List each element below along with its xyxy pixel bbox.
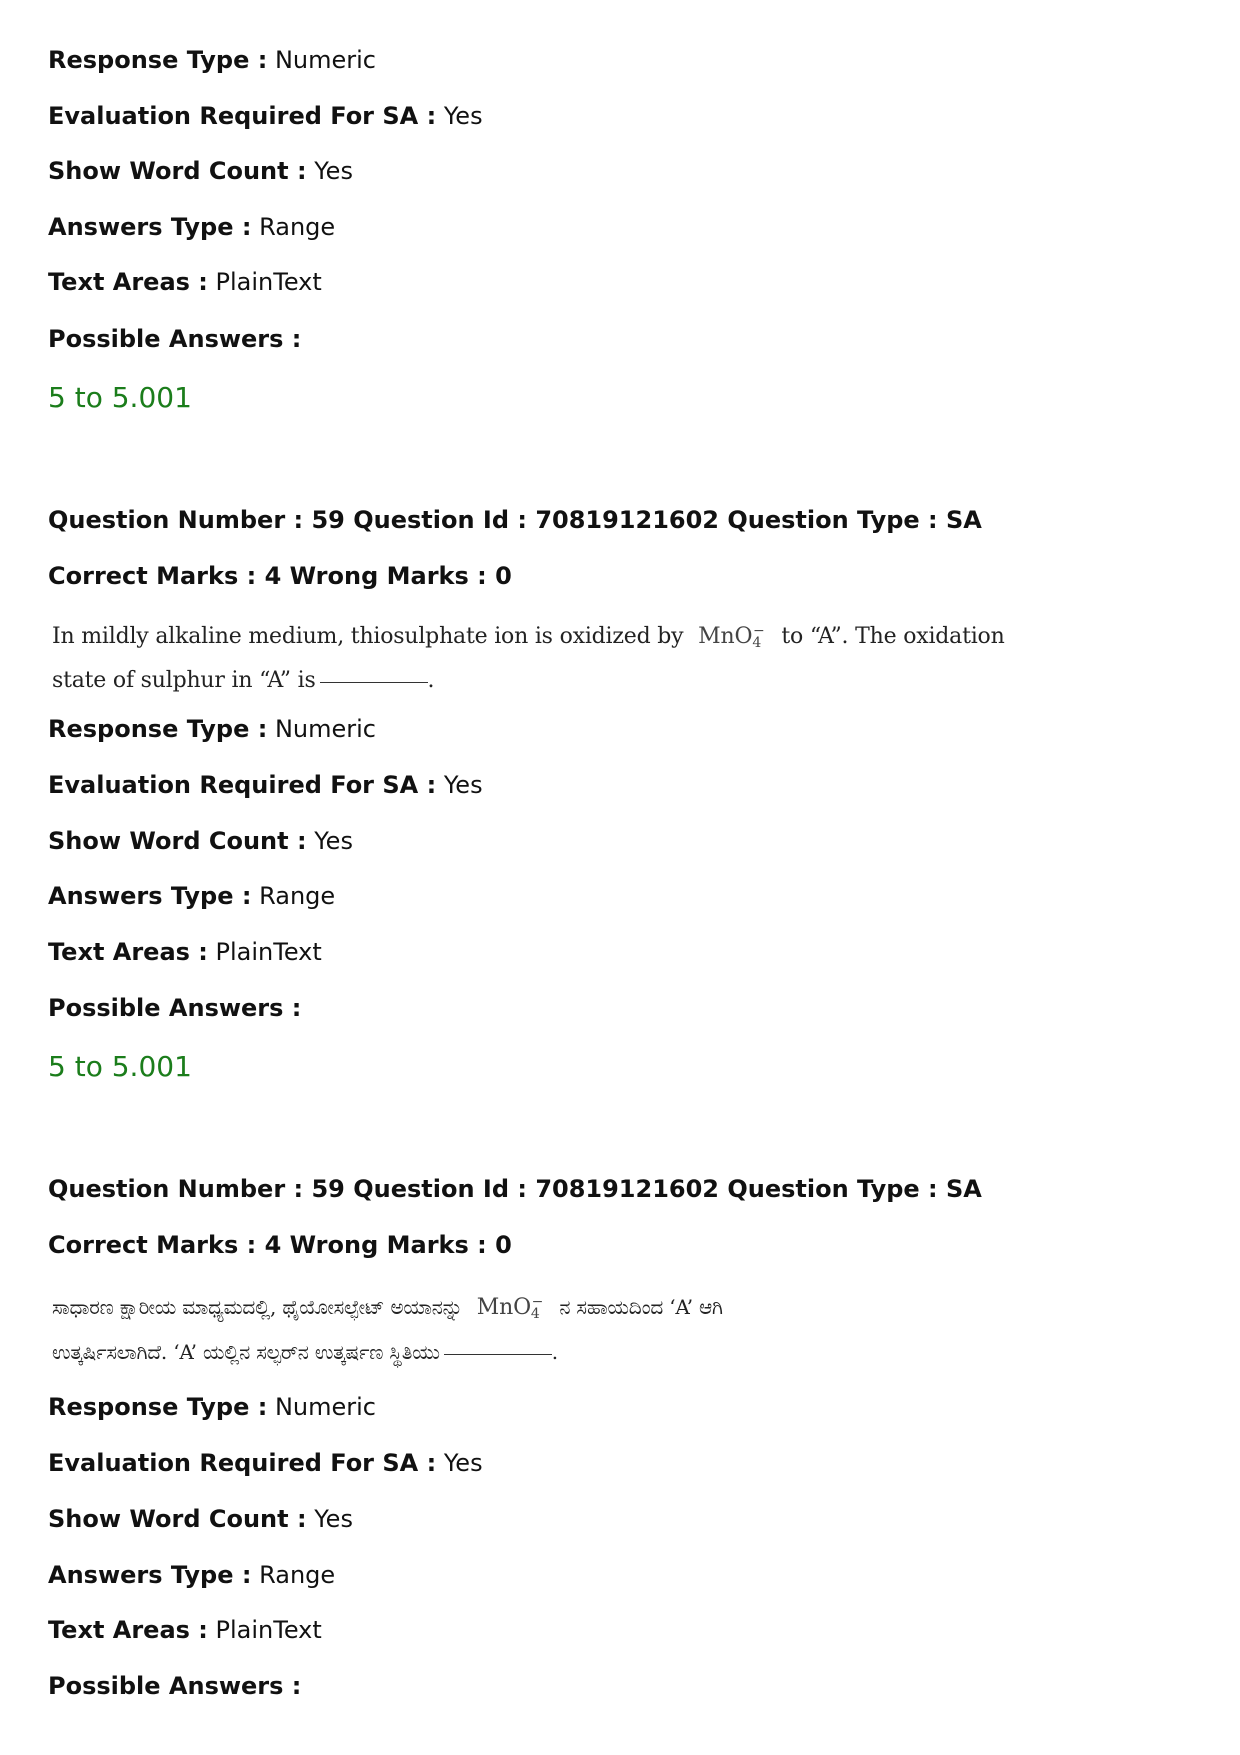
evaluation-required-label: Evaluation Required For SA :	[48, 102, 437, 130]
possible-answers-label: Possible Answers :	[48, 325, 302, 353]
show-word-count-label: Show Word Count :	[48, 827, 307, 855]
evaluation-required-value: Yes	[443, 1449, 483, 1477]
evaluation-required-field	[48, 100, 483, 132]
response-type-label: Response Type :	[48, 1393, 268, 1421]
evaluation-required-value: Yes	[443, 102, 483, 130]
answers-type-field	[48, 211, 335, 243]
formula-mno4: MnO$_4$−	[476, 1294, 544, 1322]
possible-answers-field	[48, 1670, 301, 1702]
show-word-count-value: Yes	[314, 1505, 353, 1533]
show-word-count-label: Show Word Count :	[48, 1505, 307, 1533]
question-text-image	[52, 1283, 952, 1364]
question-marks: Correct Marks : 4 Wrong Marks : 0	[48, 562, 512, 590]
text-areas-value: PlainText	[215, 268, 322, 296]
possible-answers-label: Possible Answers :	[48, 994, 302, 1022]
show-word-count-field	[48, 155, 353, 187]
response-type-label: Response Type :	[48, 715, 268, 743]
show-word-count-value: Yes	[314, 827, 353, 855]
response-type-field	[48, 1391, 376, 1423]
answers-type-value: Range	[259, 1561, 336, 1589]
text-areas-field	[48, 266, 322, 298]
text-areas-value: PlainText	[215, 938, 322, 966]
evaluation-required-label: Evaluation Required For SA :	[48, 1449, 437, 1477]
response-type-label: Response Type :	[48, 46, 268, 74]
answers-type-field	[48, 1559, 335, 1591]
evaluation-required-field	[48, 1447, 483, 1479]
possible-answers-label: Possible Answers :	[48, 1672, 302, 1700]
text-areas-label: Text Areas :	[48, 938, 208, 966]
question-text-image	[52, 612, 1005, 693]
answers-type-field	[48, 880, 335, 912]
question-header: Question Number : 59 Question Id : 70819121602 Question Type : SA	[48, 1175, 982, 1203]
evaluation-required-label: Evaluation Required For SA :	[48, 771, 437, 799]
show-word-count-field	[48, 1503, 353, 1535]
formula-mno4: MnO$_4$−	[698, 623, 765, 651]
response-type-field	[48, 713, 376, 745]
possible-answers-field	[48, 323, 301, 355]
question-text-line-1: ಸಾಧಾರಣ ಕ್ಷಾರೀಯ ಮಾಧ್ಯಮದಲ್ಲಿ, ಥೈಯೋಸಲ್ಫೇಟ್ ಅಯಾನನ್ನು MnO$_4$− ನ ಸಹಾಯದಿಂದ ‘A’ ಆಗಿ	[52, 1294, 723, 1322]
text-areas-field	[48, 936, 322, 968]
evaluation-required-value: Yes	[443, 771, 483, 799]
possible-answer-value: 5 to 5.001	[48, 381, 192, 414]
text-areas-value: PlainText	[215, 1616, 322, 1644]
question-text-line-2: state of sulphur in “A” is .	[52, 668, 435, 693]
show-word-count-value: Yes	[314, 157, 353, 185]
answers-type-value: Range	[259, 213, 336, 241]
show-word-count-label: Show Word Count :	[48, 157, 307, 185]
question-header: Question Number : 59 Question Id : 70819121602 Question Type : SA	[48, 506, 982, 534]
response-type-value: Numeric	[274, 46, 376, 74]
question-text-line-1: In mildly alkaline medium, thiosulphate ion is oxidized by MnO$_4$− to “A”. The oxidation	[52, 623, 1005, 651]
possible-answers-field	[48, 992, 301, 1024]
answers-type-label: Answers Type :	[48, 1561, 252, 1589]
response-type-value: Numeric	[274, 715, 376, 743]
text-areas-label: Text Areas :	[48, 268, 208, 296]
response-type-field	[48, 44, 376, 76]
text-areas-field	[48, 1614, 322, 1646]
question-marks: Correct Marks : 4 Wrong Marks : 0	[48, 1231, 512, 1259]
show-word-count-field	[48, 825, 353, 857]
text-areas-label: Text Areas :	[48, 1616, 208, 1644]
answers-type-label: Answers Type :	[48, 213, 252, 241]
answers-type-label: Answers Type :	[48, 882, 252, 910]
answer-blank	[320, 682, 428, 683]
evaluation-required-field	[48, 769, 483, 801]
answer-blank	[444, 1354, 552, 1355]
response-type-value: Numeric	[274, 1393, 376, 1421]
question-text-line-2: ಉತ್ಕರ್ಷಿಸಲಾಗಿದೆ. ‘A’ ಯಲ್ಲಿನ ಸಲ್ಫರ್‌ನ ಉತ್ಕರ್ಷಣ ಸ್ಥಿತಿಯು .	[52, 1340, 558, 1364]
answers-type-value: Range	[259, 882, 336, 910]
possible-answer-value: 5 to 5.001	[48, 1050, 192, 1083]
